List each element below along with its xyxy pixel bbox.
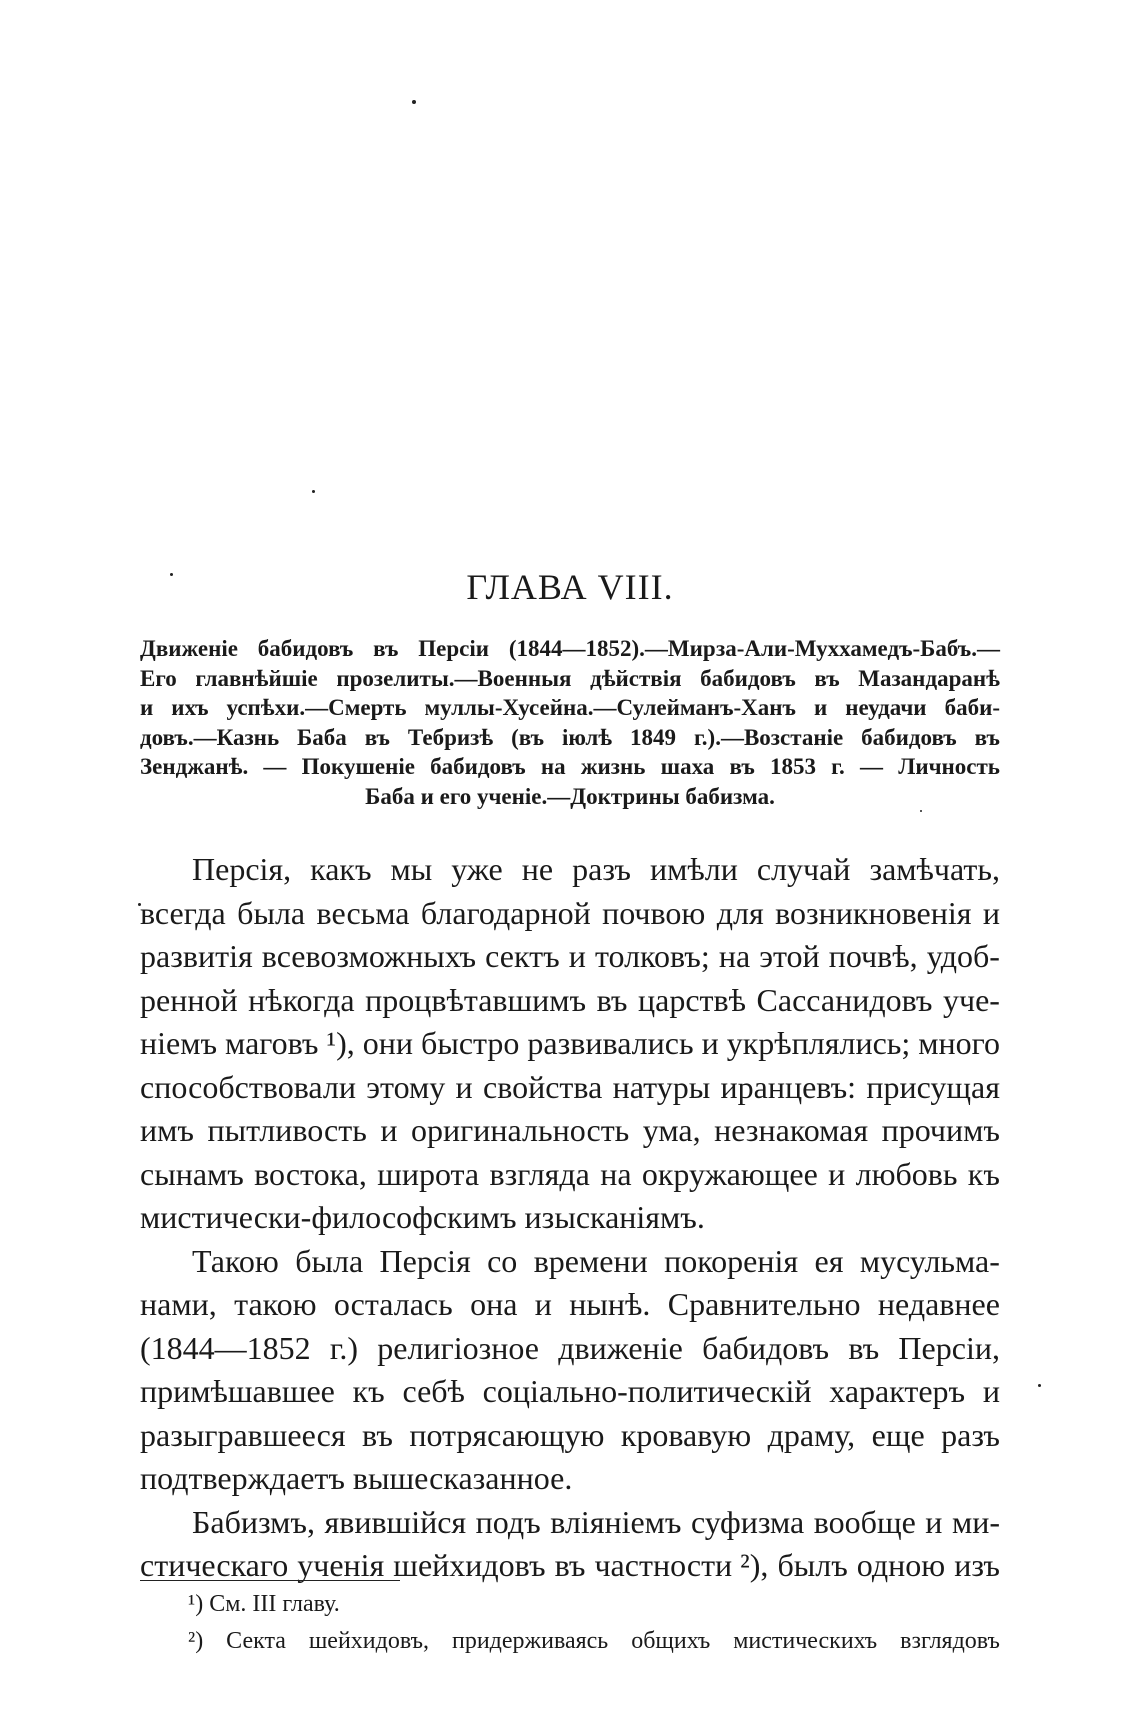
word: (въ bbox=[511, 724, 545, 750]
word: придерживаясь bbox=[451, 1628, 609, 1654]
word: и bbox=[925, 1503, 943, 1540]
word: частности ²), bbox=[594, 1547, 769, 1583]
summary-line bbox=[140, 664, 1000, 694]
word: много bbox=[918, 1025, 1000, 1061]
word: Движеніе bbox=[140, 636, 238, 661]
word: широта bbox=[377, 1155, 480, 1192]
word: на bbox=[718, 938, 751, 974]
summary-line bbox=[140, 752, 1000, 782]
word: весьма bbox=[316, 894, 410, 931]
word: изъ bbox=[954, 1547, 1000, 1583]
word: прочимъ bbox=[881, 1112, 1000, 1148]
word: ума, bbox=[642, 1112, 701, 1148]
paragraph-line bbox=[140, 848, 1000, 892]
word: всегда bbox=[140, 894, 226, 931]
word: она bbox=[470, 1286, 518, 1322]
word: почвою bbox=[602, 894, 706, 931]
word: разъ bbox=[941, 1416, 1000, 1453]
word: царствѣ bbox=[637, 981, 746, 1018]
word: Сравнительно bbox=[667, 1286, 861, 1322]
word: шейхидовъ, bbox=[308, 1628, 430, 1654]
word: Сассанидовъ bbox=[756, 981, 933, 1018]
word: мы bbox=[390, 851, 433, 887]
word: жизнь bbox=[580, 754, 646, 780]
word: и bbox=[982, 1373, 1000, 1409]
word: бабидовъ bbox=[861, 724, 957, 750]
chapter-title: ГЛАВА VIII. bbox=[466, 567, 674, 607]
word: вліяніемъ bbox=[550, 1503, 682, 1540]
word: примѣшавшее bbox=[140, 1373, 335, 1409]
scan-speck bbox=[412, 100, 416, 104]
word: ми- bbox=[951, 1503, 1000, 1540]
word: взглядовъ bbox=[900, 1628, 1000, 1654]
word: Мазандаранѣ bbox=[858, 665, 1000, 691]
paragraph-line bbox=[140, 1240, 1000, 1284]
word: какъ bbox=[310, 851, 372, 887]
word: Баба bbox=[297, 724, 347, 750]
word: Персіи, bbox=[898, 1329, 1000, 1366]
word: толковъ; bbox=[594, 938, 710, 974]
word: въ bbox=[362, 1416, 393, 1453]
paragraph-line bbox=[140, 935, 1000, 979]
word: въ bbox=[373, 636, 399, 661]
word: не bbox=[521, 851, 554, 887]
word: оригинальность bbox=[411, 1112, 630, 1148]
word: незнакомая bbox=[714, 1112, 869, 1148]
word: Персія bbox=[379, 1242, 471, 1279]
word: былъ bbox=[777, 1547, 848, 1583]
chapter-summary bbox=[140, 634, 1000, 812]
word: вообще bbox=[813, 1503, 916, 1540]
word: неудачи bbox=[845, 695, 927, 721]
word: Персіи bbox=[418, 636, 490, 661]
word: Личность bbox=[898, 754, 1000, 780]
word: баби- bbox=[944, 695, 1000, 721]
word: ея bbox=[814, 1242, 844, 1279]
word: и bbox=[828, 1155, 846, 1192]
word: кровавую bbox=[620, 1416, 752, 1453]
word: сынамъ bbox=[140, 1155, 244, 1192]
word: въ bbox=[596, 981, 628, 1018]
word: иранцевъ: bbox=[720, 1068, 857, 1105]
word: быстро bbox=[421, 1025, 520, 1061]
word: Персія, bbox=[192, 851, 292, 887]
word: г. bbox=[831, 754, 845, 780]
word: еще bbox=[871, 1416, 925, 1453]
footnote-line bbox=[140, 1586, 1000, 1623]
word: къ bbox=[352, 1373, 385, 1409]
word: способствовали bbox=[140, 1068, 356, 1105]
word: въ bbox=[974, 724, 1000, 750]
word: Тебризѣ bbox=[407, 724, 494, 750]
scan-speck bbox=[312, 490, 315, 493]
word: любовь bbox=[855, 1155, 958, 1192]
paragraph-line bbox=[140, 1109, 1000, 1153]
word: мусульма- bbox=[859, 1242, 1000, 1279]
word: и bbox=[455, 1068, 473, 1105]
word: нами, bbox=[140, 1286, 217, 1322]
word: окружающее bbox=[641, 1155, 818, 1192]
word: Баба и его ученіе.—Доктрины бабизма. bbox=[365, 783, 775, 809]
word: шаха bbox=[660, 754, 715, 780]
paragraph-line bbox=[140, 1066, 1000, 1110]
word: г.) bbox=[329, 1329, 359, 1366]
word: бабидовъ bbox=[702, 1329, 830, 1366]
word: уже bbox=[451, 851, 503, 887]
word: характеръ bbox=[829, 1373, 966, 1409]
paragraph-line bbox=[140, 892, 1000, 936]
word: (1844—1852 bbox=[140, 1329, 311, 1366]
word: бабидовъ bbox=[430, 754, 526, 780]
word: и bbox=[982, 894, 1000, 931]
word: соціально-политическій bbox=[482, 1373, 812, 1409]
word: нѣкогда bbox=[248, 981, 355, 1018]
word: стическаго bbox=[140, 1547, 289, 1583]
word: благодарной bbox=[420, 894, 591, 931]
word: мистически-философскимъ изысканіямъ. bbox=[140, 1199, 705, 1235]
paragraph-line bbox=[140, 1414, 1000, 1458]
word: была bbox=[237, 894, 306, 931]
paragraph-line bbox=[140, 1370, 1000, 1414]
word: къ bbox=[967, 1155, 1000, 1192]
word: г.).—Возстаніе bbox=[693, 724, 844, 750]
word: мистическихъ bbox=[733, 1628, 878, 1654]
paragraph-line bbox=[140, 1022, 1000, 1066]
word: на bbox=[600, 1155, 632, 1192]
word: въ bbox=[554, 1547, 586, 1583]
scan-speck bbox=[1038, 1384, 1041, 1387]
word: іюлѣ bbox=[561, 724, 613, 750]
word: разъ bbox=[572, 851, 631, 887]
word: главнѣйшіе bbox=[195, 665, 318, 691]
word: и bbox=[813, 695, 828, 721]
word: и bbox=[140, 695, 154, 721]
word: осталась bbox=[333, 1286, 453, 1322]
word: сектъ bbox=[485, 938, 560, 974]
word: для bbox=[716, 894, 764, 931]
word: возникновенія bbox=[775, 894, 972, 931]
word: 1849 bbox=[630, 724, 677, 750]
summary-line bbox=[140, 782, 1000, 812]
word: одною bbox=[856, 1547, 946, 1583]
word: покоренія bbox=[664, 1242, 799, 1279]
word: ученія bbox=[297, 1547, 385, 1583]
word: пытливость bbox=[207, 1112, 367, 1148]
word: ихъ bbox=[171, 695, 209, 721]
word: подтверждаетъ вышесказанное. bbox=[140, 1460, 573, 1496]
summary-line bbox=[140, 634, 1000, 664]
paragraph-line bbox=[140, 1327, 1000, 1371]
word: бабидовъ bbox=[257, 636, 354, 661]
word: муллы-Хусейна.—Сулейманъ-Ханъ bbox=[424, 695, 796, 721]
word: присущая bbox=[866, 1068, 1000, 1105]
word: взгляда bbox=[489, 1155, 590, 1192]
word: потрясающую bbox=[409, 1416, 605, 1453]
word: этому bbox=[366, 1068, 446, 1105]
word: въ bbox=[364, 724, 390, 750]
word: шейхидовъ bbox=[393, 1547, 546, 1583]
word: (1844—1852).—Мирза-Али-Муххамедъ-Бабъ.— bbox=[508, 636, 1000, 661]
word: востока, bbox=[254, 1155, 367, 1192]
word: Его bbox=[140, 665, 177, 691]
word: свойства bbox=[483, 1068, 603, 1105]
word: себѣ bbox=[402, 1373, 465, 1409]
word: движеніе bbox=[558, 1329, 683, 1366]
word: въ bbox=[814, 665, 840, 691]
word: Секта bbox=[226, 1628, 286, 1654]
word: ¹) См. III главу. bbox=[188, 1591, 340, 1617]
summary-line bbox=[140, 693, 1000, 723]
word: этой bbox=[759, 938, 820, 974]
paragraph-line bbox=[140, 979, 1000, 1023]
word: нынѣ. bbox=[569, 1286, 651, 1322]
word: такою bbox=[234, 1286, 317, 1322]
word: ніемъ bbox=[140, 1025, 218, 1061]
word: времени bbox=[533, 1242, 648, 1279]
word: дѣйствія bbox=[590, 665, 682, 691]
word: укрѣплялись; bbox=[726, 1025, 911, 1061]
word: разыгравшееся bbox=[140, 1416, 346, 1453]
word: была bbox=[295, 1242, 364, 1279]
word: Бабизмъ, bbox=[192, 1503, 315, 1540]
word: — bbox=[263, 754, 287, 780]
word: Такою bbox=[192, 1242, 279, 1279]
paragraph-line bbox=[140, 1153, 1000, 1197]
word: натуры bbox=[612, 1068, 711, 1105]
word: на bbox=[540, 754, 566, 780]
word: ренной bbox=[140, 981, 238, 1018]
word: прозелиты.—Военныя bbox=[336, 665, 572, 691]
word: 1853 bbox=[769, 754, 816, 780]
paragraph-line bbox=[140, 1283, 1000, 1327]
word: и bbox=[380, 1112, 398, 1148]
word: недавнее bbox=[877, 1286, 1000, 1322]
word: довъ.—Казнь bbox=[140, 724, 280, 750]
word: и bbox=[701, 1025, 719, 1061]
word: замѣчать, bbox=[869, 851, 1000, 887]
word: они bbox=[362, 1025, 413, 1061]
word: успѣхи.—Смерть bbox=[226, 695, 407, 721]
word: маговъ ¹), bbox=[225, 1025, 355, 1061]
paragraph-line bbox=[140, 1196, 1000, 1240]
footnote-divider bbox=[140, 1580, 400, 1581]
word: суфизма bbox=[690, 1503, 805, 1540]
paragraph-line bbox=[140, 1501, 1000, 1545]
word: Покушеніе bbox=[301, 754, 415, 780]
word: религіозное bbox=[377, 1329, 539, 1366]
word: имъ bbox=[140, 1112, 194, 1148]
word: удоб- bbox=[926, 938, 1000, 974]
chapter-body bbox=[140, 848, 1000, 1588]
word: бабидовъ bbox=[700, 665, 796, 691]
word: случай bbox=[756, 851, 851, 887]
word: — bbox=[859, 754, 883, 780]
word: явившійся bbox=[324, 1503, 467, 1540]
word: Зенджанѣ. bbox=[140, 754, 249, 780]
footnote-line bbox=[140, 1623, 1000, 1660]
paragraph-line bbox=[140, 1457, 1000, 1501]
word: имѣли bbox=[649, 851, 738, 887]
word: развитія bbox=[140, 938, 253, 974]
word: уче- bbox=[942, 981, 1000, 1018]
word: драму, bbox=[767, 1416, 856, 1453]
word: и bbox=[534, 1286, 552, 1322]
word: и bbox=[568, 938, 586, 974]
word: процвѣтавшимъ bbox=[365, 981, 587, 1018]
summary-line bbox=[140, 723, 1000, 753]
word: со bbox=[487, 1242, 518, 1279]
word: общихъ bbox=[631, 1628, 711, 1654]
word: въ bbox=[848, 1329, 880, 1366]
word: развивались bbox=[527, 1025, 694, 1061]
word: ²) bbox=[188, 1628, 204, 1654]
word: въ bbox=[729, 754, 755, 780]
word: всевозможныхъ bbox=[261, 938, 477, 974]
word: почвѣ, bbox=[828, 938, 918, 974]
word: подъ bbox=[475, 1503, 541, 1540]
footnotes bbox=[140, 1586, 1000, 1660]
